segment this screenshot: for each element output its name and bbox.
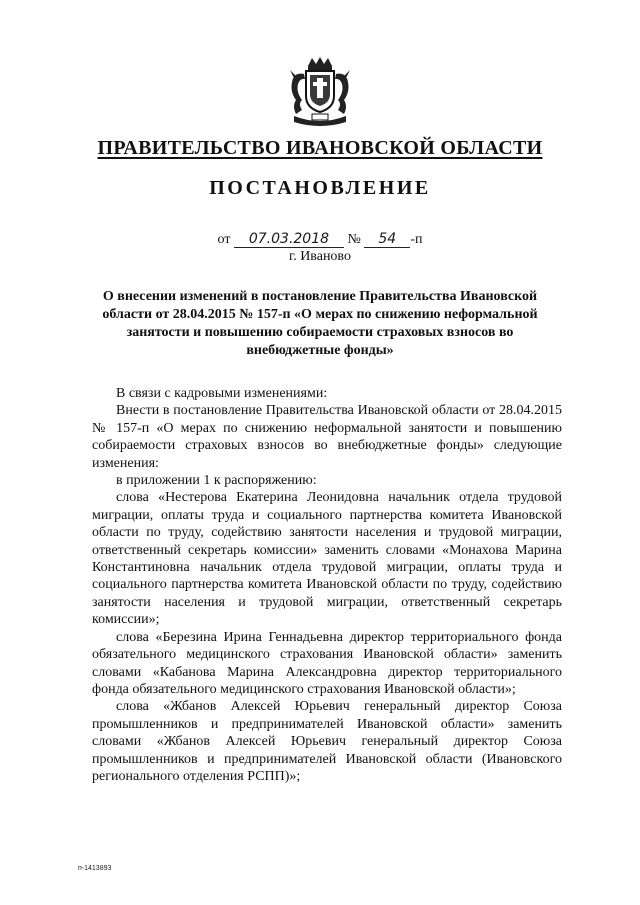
document-number: 54 <box>364 231 410 248</box>
document-date: 07.03.2018 <box>234 231 344 248</box>
government-name: ПРАВИТЕЛЬСТВО ИВАНОВСКОЙ ОБЛАСТИ <box>97 137 543 159</box>
body-paragraph: Внести в постановление Правительства Ивановской области от 28.04.2015 № 157-п «О мерах по снижению неформальной занятости и повышению собираемости страховых взносов во внебюджетные фонды» следующие изменения: <box>92 403 562 471</box>
footer-code: п-1413893 <box>78 865 112 872</box>
number-sign: № <box>347 232 361 247</box>
document-title: О внесении изменений в постановление Правительства Ивановской области от 28.04.2015 № 157-п «О мерах по снижению неформальной занятости и повышению собираемости страховых взносов во внебюджетные фонды» <box>102 289 538 358</box>
body-paragraph: В связи с кадровыми изменениями: <box>116 386 328 401</box>
document-body <box>92 385 562 785</box>
date-prefix: от <box>217 232 231 247</box>
city: г. Иваново <box>289 249 351 264</box>
body-paragraph: слова «Нестерова Екатерина Леонидовна начальник отдела трудовой миграции, оплаты труда и социального партнерства комитета Ивановской области по труду, содействию занятости населения и трудовой миграции, ответственный секретарь комиссии» заменить словами «Монахова Марина Константиновна начальник отдела трудовой миграции, оплаты труда и социального партнерства комитета Ивановской области по труду, содействию занятости населения и трудовой миграции, ответственный секретарь комиссии»; <box>92 490 562 628</box>
body-paragraph: слова «Жбанов Алексей Юрьевич генеральный директор Союза промышленников и предпринимателей Ивановской области» заменить словами «Жбанов Алексей Юрьевич генеральный директор Союза промышленников и предпринимателей Ивановской области (Ивановского регионального отделения РСПП)»; <box>92 699 562 784</box>
coat-of-arms-icon <box>286 56 354 130</box>
body-paragraph: слова «Березина Ирина Геннадьевна директор территориального фонда обязательного медицинского страхования Ивановской области» заменить словами «Кабанова Марина Александровна директор территориального фонда обязательного медицинского страхования Ивановской области»; <box>92 629 562 697</box>
document-type: ПОСТАНОВЛЕНИЕ <box>209 177 431 199</box>
registration-line <box>0 231 640 248</box>
body-paragraph: в приложении 1 к распоряжению: <box>116 473 317 489</box>
number-suffix: -п <box>410 232 423 247</box>
